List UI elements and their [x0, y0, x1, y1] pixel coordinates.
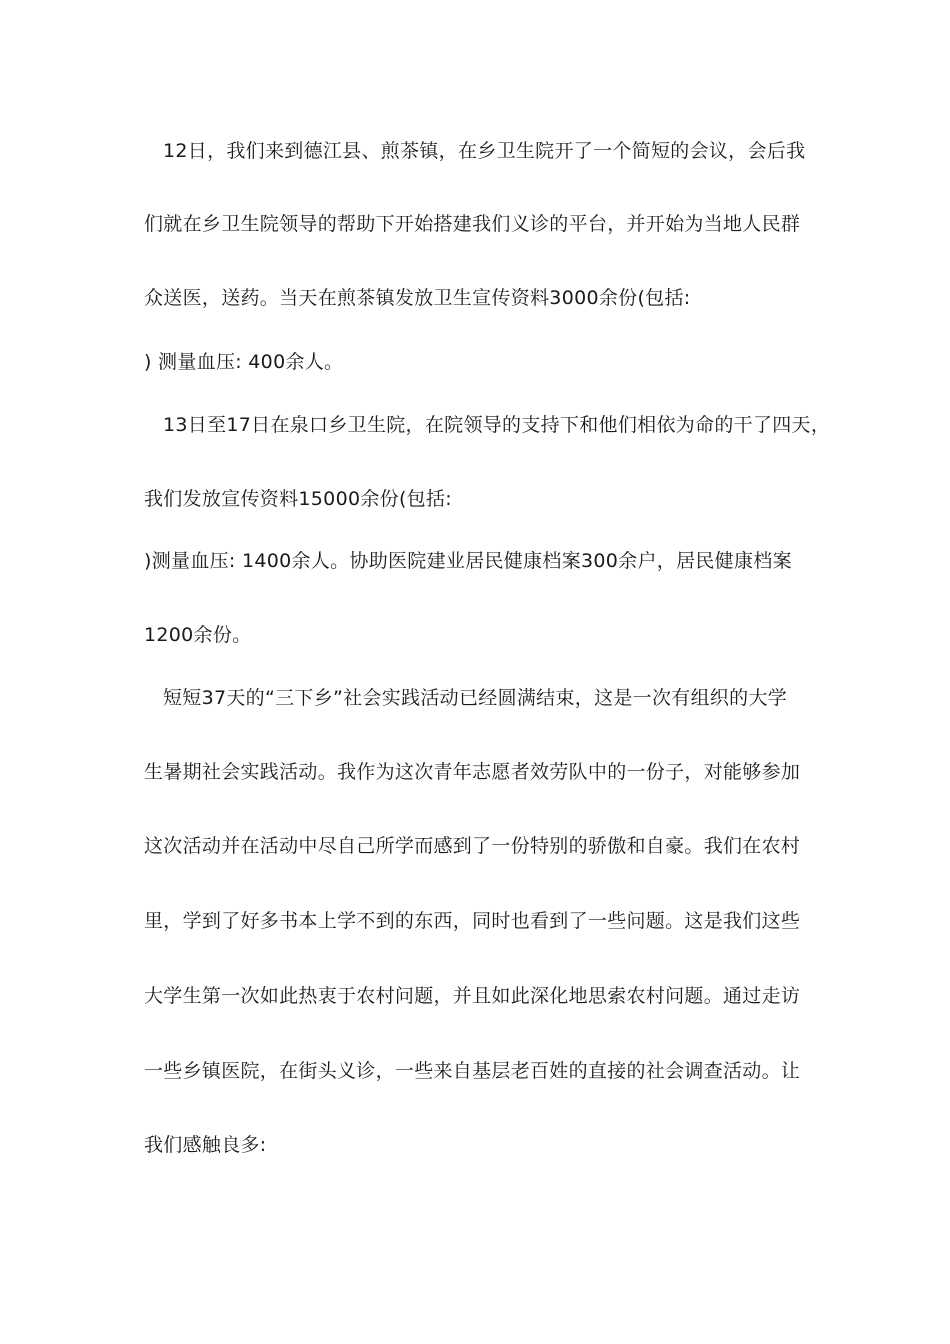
paragraph-line: 我们发放宣传资料15000余份(包括: — [144, 488, 452, 510]
paragraph-line: 这次活动并在活动中尽自己所学而感到了一份特别的骄傲和自豪。我们在农村 — [144, 835, 801, 857]
paragraph-line: 短短37天的“三下乡”社会实践活动已经圆满结束，这是一次有组织的大学 — [163, 687, 788, 709]
paragraph-line: 1200余份。 — [144, 624, 252, 646]
paragraph-line: 一些乡镇医院，在街头义诊，一些来自基层老百姓的直接的社会调查活动。让 — [144, 1060, 801, 1082]
paragraph-line: 众送医，送药。当天在煎茶镇发放卫生宣传资料3000余份(包括: — [144, 287, 691, 309]
paragraph-line: ) 测量血压: 400余人。 — [144, 351, 344, 373]
paragraph-line: 13日至17日在泉口乡卫生院，在院领导的支持下和他们相依为命的干了四天， — [163, 414, 831, 436]
paragraph-line: 生暑期社会实践活动。我作为这次青年志愿者效劳队中的一份子，对能够参加 — [144, 761, 801, 783]
paragraph-line: 里，学到了好多书本上学不到的东西，同时也看到了一些问题。这是我们这些 — [144, 910, 801, 932]
paragraph-line: )测量血压: 1400余人。协助医院建业居民健康档案300余户，居民健康档案 — [144, 550, 792, 572]
paragraph-line: 们就在乡卫生院领导的帮助下开始搭建我们义诊的平台，并开始为当地人民群 — [144, 213, 801, 235]
paragraph-line: 大学生第一次如此热衷于农村问题，并且如此深化地思索农村问题。通过走访 — [144, 985, 801, 1007]
paragraph-line: 12日，我们来到德江县、煎茶镇，在乡卫生院开了一个简短的会议，会后我 — [163, 140, 806, 162]
paragraph-line: 我们感触良多: — [144, 1134, 267, 1156]
